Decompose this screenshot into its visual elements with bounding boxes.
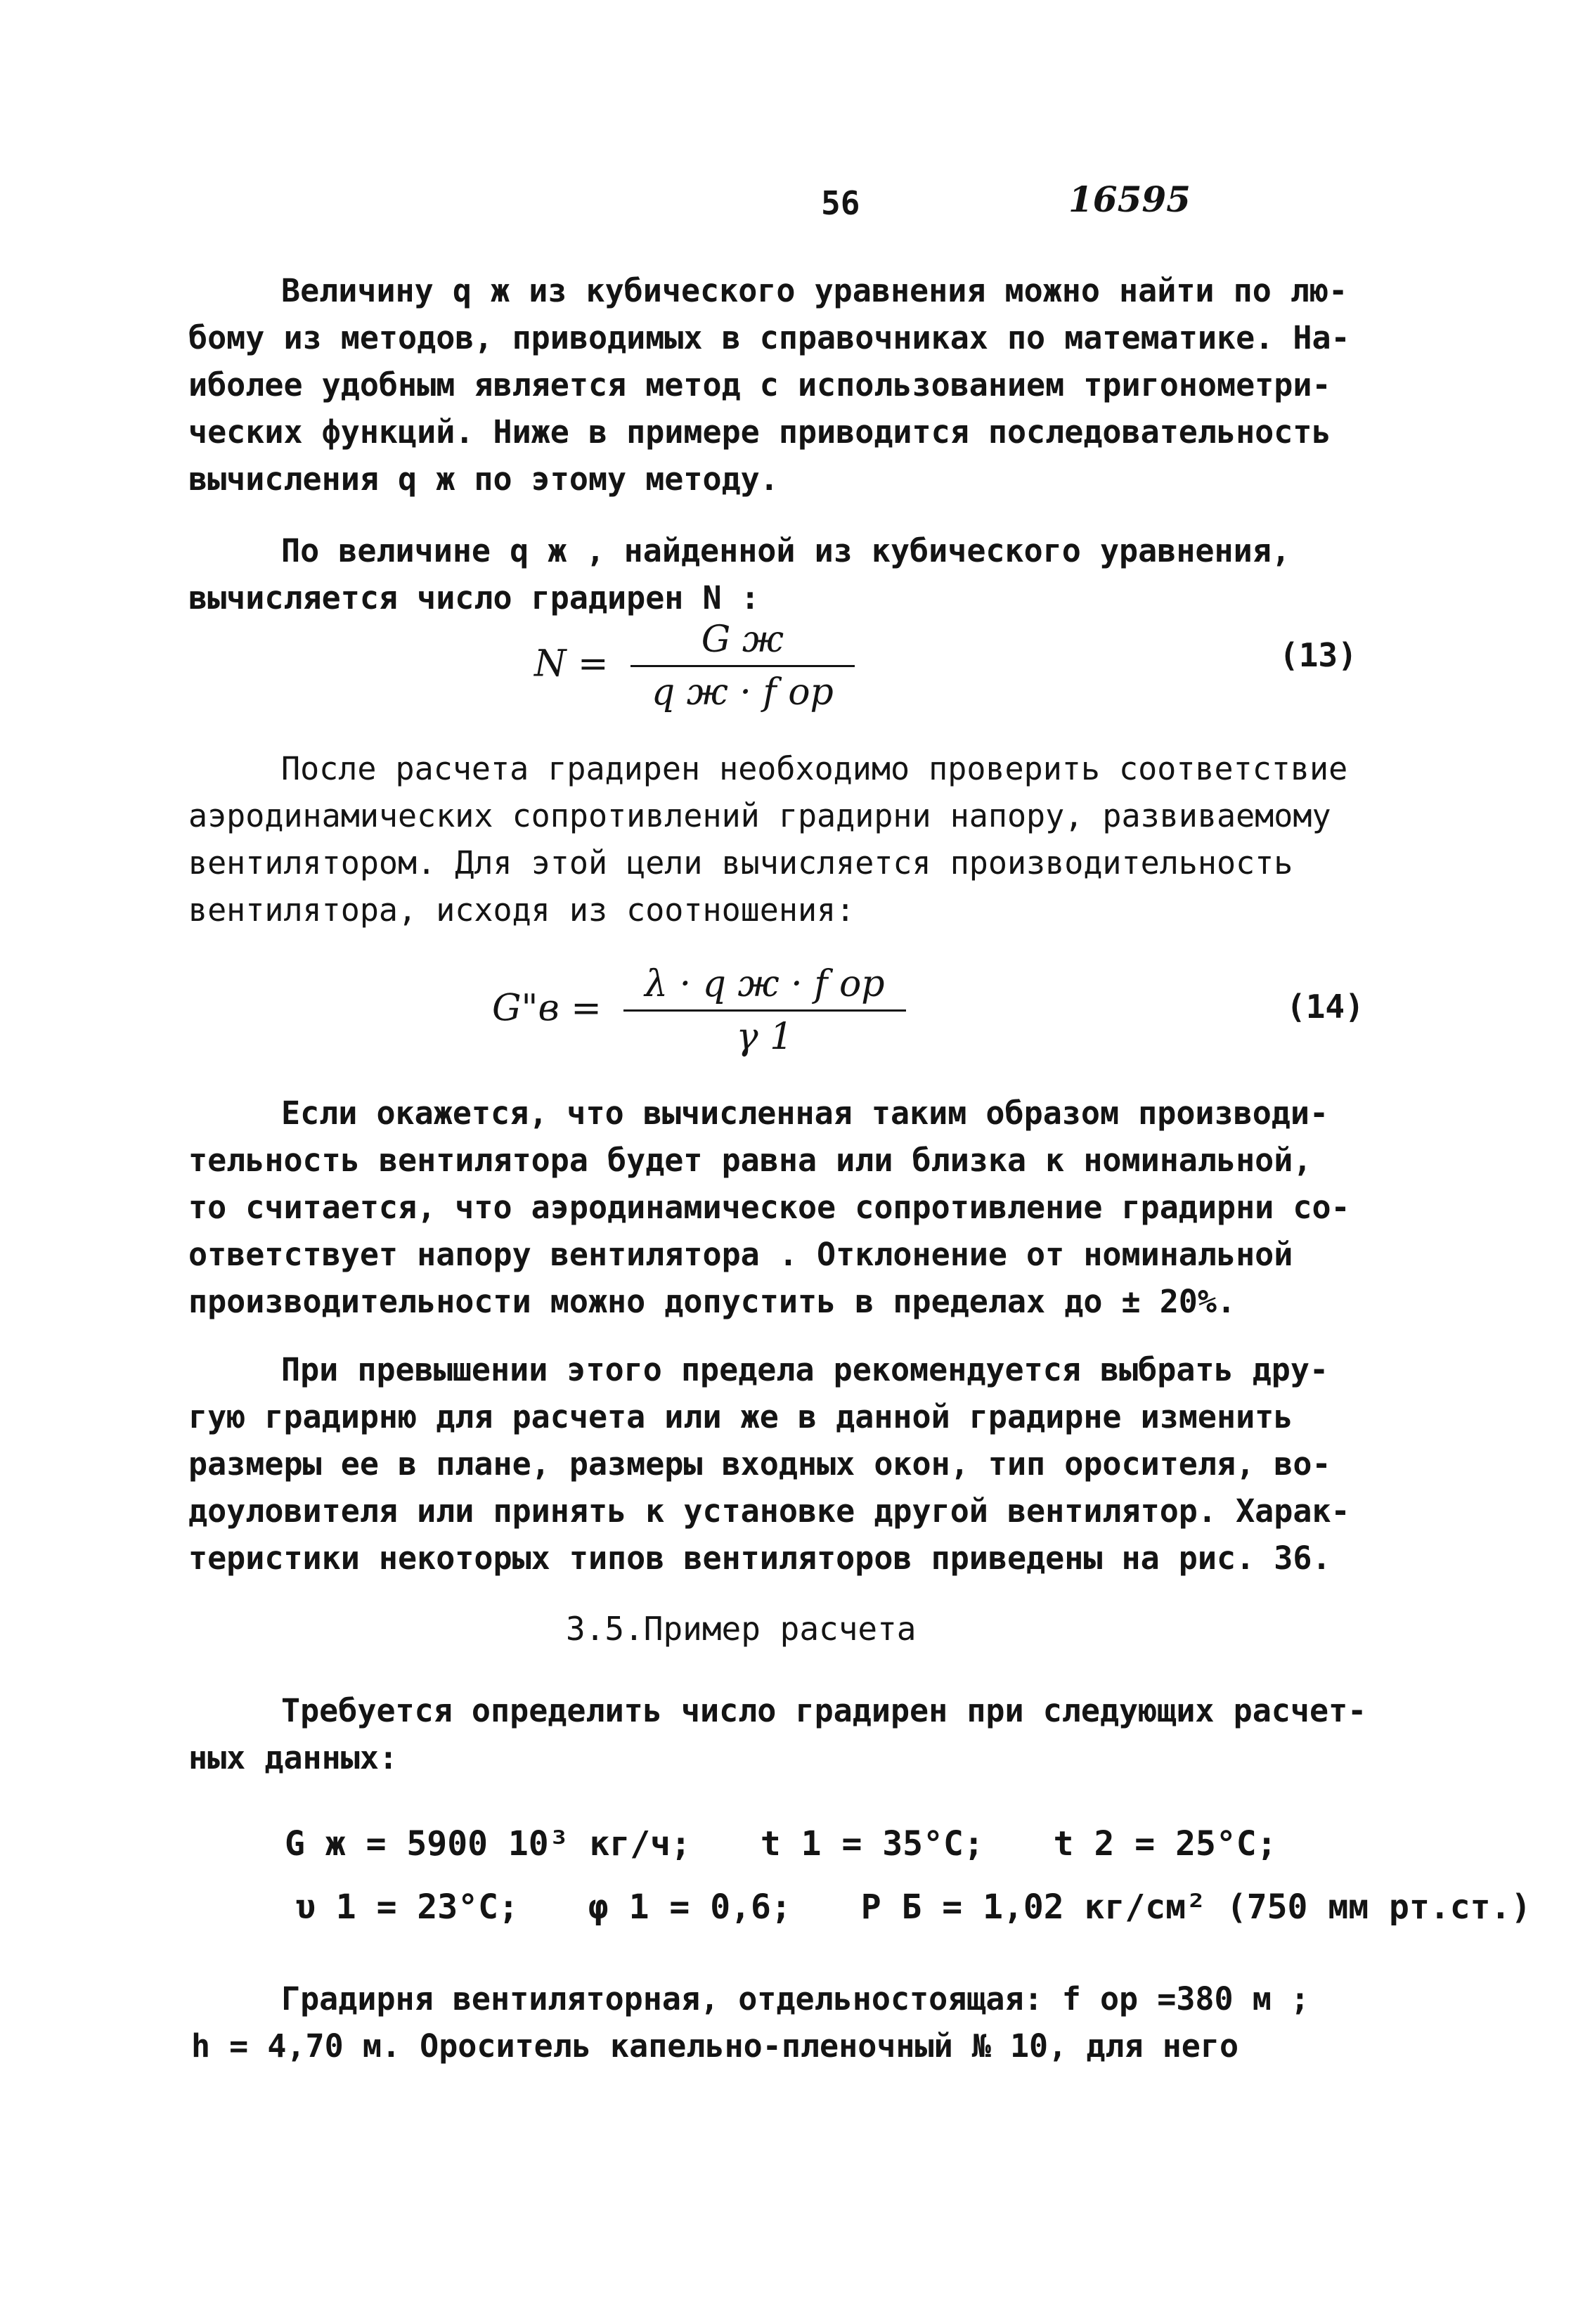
text-line: Требуется определить число градирен при следующих расчет- xyxy=(281,1692,1367,1729)
eq13-lhs: N = xyxy=(534,643,609,685)
text-line: По величине q ж , найденной из кубического уравнения, xyxy=(281,532,1291,569)
text-line: Если окажется, что вычисленная таким образом производи- xyxy=(281,1095,1329,1132)
paragraph-count xyxy=(188,527,1291,621)
text-line: h = 4,70 м. Ороситель капельно-пленочный № 10, для него xyxy=(191,2027,1239,2065)
text-line: ответствует напору вентилятора . Отклонение от номинальной xyxy=(188,1236,1293,1273)
text-line: Величину q ж из кубического уравнения можно найти по лю- xyxy=(281,272,1348,309)
eq14-denominator: γ 1 xyxy=(623,1009,905,1058)
text-line: вычисляется число градирен N : xyxy=(188,579,760,616)
text-line: то считается, что аэродинамическое сопротивление градирни со- xyxy=(188,1189,1350,1226)
eq14-fraction xyxy=(623,963,905,1058)
text-line: При превышении этого предела рекомендуется выбрать дру- xyxy=(281,1351,1329,1388)
text-line: ческих функций. Ниже в примере приводится последовательность xyxy=(188,413,1331,451)
eq14-lhs: G"в = xyxy=(492,987,602,1030)
eq13-numerator: G ж xyxy=(701,619,784,661)
eq13-denominator: q ж · f ор xyxy=(630,665,855,714)
equation-14 xyxy=(492,963,906,1058)
section-heading: 3.5.Пример расчета xyxy=(566,1610,917,1648)
paragraph-check xyxy=(188,745,1348,934)
t2-value: t 2 = 25°C; xyxy=(1053,1824,1277,1864)
data-row-1 xyxy=(285,1824,1326,1864)
text-line: гую градирню для расчета или же в данной градирне изменить xyxy=(188,1398,1293,1435)
t1-value: t 1 = 35°C; xyxy=(760,1824,984,1864)
water-flow-value: G ж = 5900 10³ кг/ч; xyxy=(285,1824,691,1864)
humidity-value: φ 1 = 0,6; xyxy=(588,1887,791,1927)
air-temp-value: υ 1 = 23°C; xyxy=(295,1887,519,1927)
document-number: 16595 xyxy=(1068,179,1191,220)
paragraph-deviation xyxy=(188,1090,1350,1325)
eq14-numerator: λ · q ж · f ор xyxy=(645,963,885,1005)
text-line: аэродинамических сопротивлений градирни напору, развиваемому xyxy=(188,797,1331,834)
text-line: ных данных: xyxy=(188,1739,399,1776)
paragraph-excess xyxy=(188,1346,1350,1582)
text-line: вентилятора, исходя из соотношения: xyxy=(188,891,855,929)
text-line: вычисления q ж по этому методу. xyxy=(188,460,779,498)
text-line: вентилятором. Для этой цели вычисляется производительность xyxy=(188,844,1293,882)
text-line: доуловителя или принять к установке другой вентилятор. Харак- xyxy=(188,1492,1350,1530)
text-line: Градирня вентиляторная, отдельностоящая: f ор =380 м ; xyxy=(281,1980,1309,2018)
eq13-fraction xyxy=(630,619,855,714)
text-line: размеры ее в плане, размеры входных окон, тип оросителя, во- xyxy=(188,1445,1331,1483)
equation-13-number: (13) xyxy=(1279,636,1357,674)
paragraph-intro xyxy=(188,267,1350,503)
pressure-value: P Б = 1,02 кг/см² (750 мм рт.ст.) xyxy=(860,1887,1532,1927)
text-line: тельность вентилятора будет равна или близка к номинальной, xyxy=(188,1142,1312,1179)
paragraph-cooling-tower xyxy=(191,1975,1309,2070)
data-row-2 xyxy=(295,1887,1531,1927)
paragraph-task xyxy=(188,1687,1367,1781)
text-line: теристики некоторых типов вентиляторов приведены на рис. 36. xyxy=(188,1539,1331,1577)
text-line: иболее удобным является метод с использованием тригонометри- xyxy=(188,366,1331,404)
text-line: После расчета градирен необходимо проверить соответствие xyxy=(281,750,1348,787)
text-line: производительности можно допустить в пределах до ± 20%. xyxy=(188,1283,1236,1320)
text-line: бому из методов, приводимых в справочниках по математике. На- xyxy=(188,319,1350,356)
page-number: 56 xyxy=(821,184,860,222)
equation-14-number: (14) xyxy=(1286,988,1364,1026)
equation-13 xyxy=(534,619,855,714)
